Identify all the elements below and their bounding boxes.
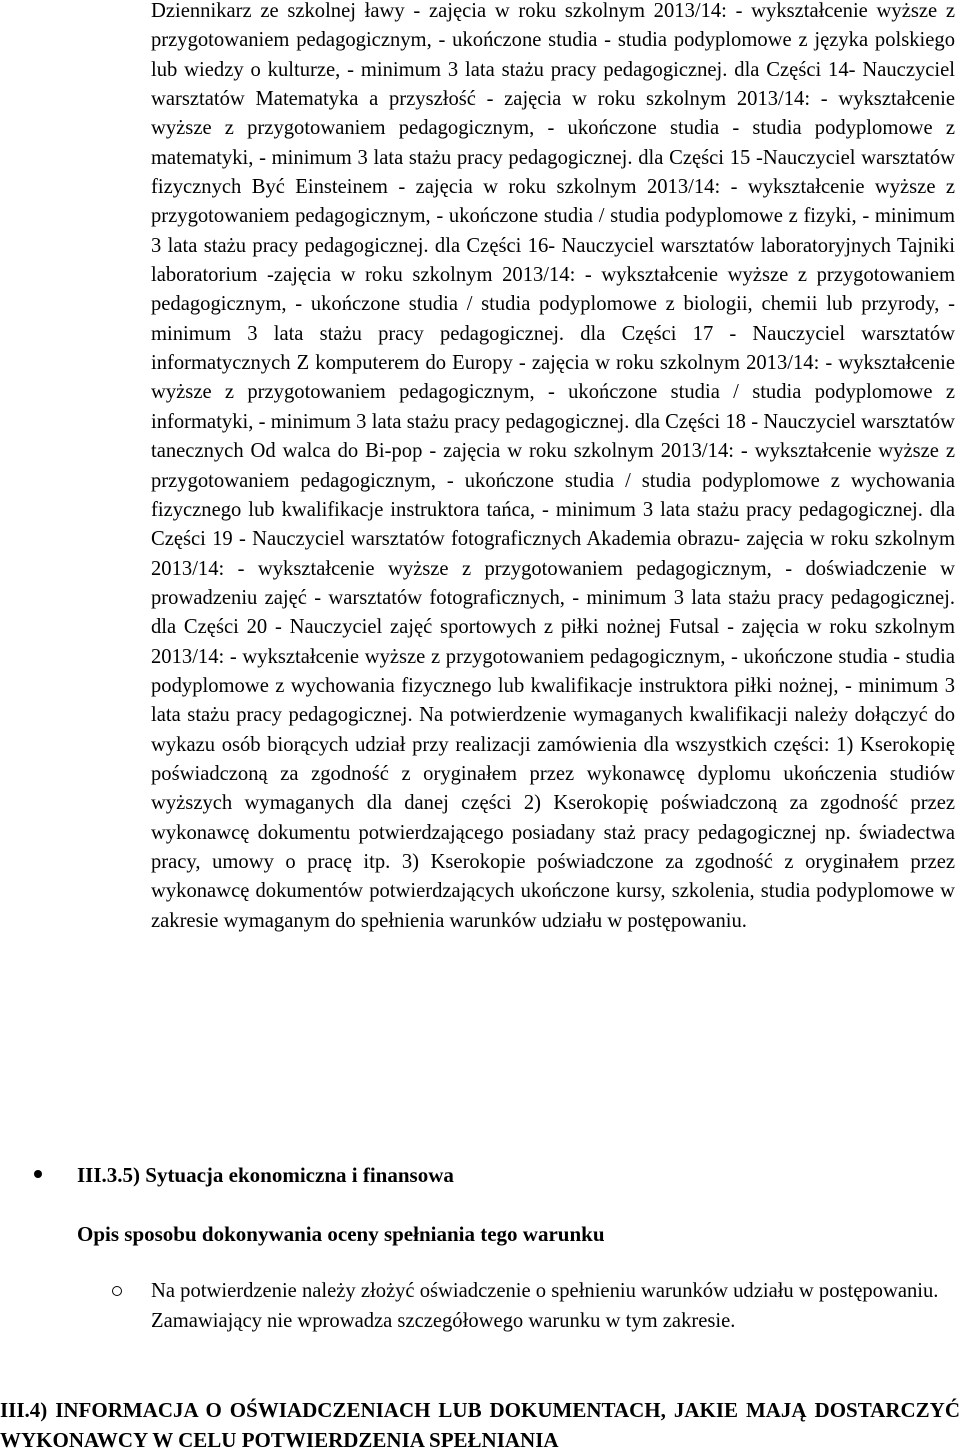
- assessment-method-subheading: Opis sposobu dokonywania oceny spełniania tego warunku: [77, 1222, 605, 1246]
- filled-bullet-icon: [34, 1170, 42, 1178]
- qualification-requirements-paragraph: Dziennikarz ze szkolnej ławy - zajęcia w roku szkolnym 2013/14: - wykształcenie wyższe z przygotowaniem pedagogicznym, - ukończone studia - studia podyplomowe z języka polskiego lub wiedzy o kulturze, - minimum 3 lata stażu pracy pedagogicznej. dla Części 14- Nauczyciel warsztatów Matematyka a przyszłość - zajęcia w roku szkolnym 2013/14: - wykształcenie wyższe z przygotowaniem pedagogicznym, - ukończone studia - studia podyplomowe z matematyki, - minimum 3 lata stażu pracy pedagogicznej. dla Części 15 -Nauczyciel warsztatów fizycznych Być Einsteinem - zajęcia w roku szkolnym 2013/14: - wykształcenie wyższe z przygotowaniem pedagogicznym, - ukończone studia / studia podyplomowe z fizyki, - minimum 3 lata stażu pracy pedagogicznej. dla Części 16- Nauczyciel warsztatów laboratoryjnych Tajniki laboratorium -zajęcia w roku szkolnym 2013/14: - wykształcenie wyższe z przygotowaniem pedagogicznym, - ukończone studia / studia podyplomowe z biologii, chemii lub przyrody, - minimum 3 lata stażu pracy pedagogicznej. dla Części 17 - Nauczyciel warsztatów informatycznych Z komputerem do Europy - zajęcia w roku szkolnym 2013/14: - wykształcenie wyższe z przygotowaniem pedagogicznym, - ukończone studia / studia podyplomowe z informatyki, - minimum 3 lata stażu pracy pedagogicznej. dla Części 18 - Nauczyciel warsztatów tanecznych Od walca do Bi-pop - zajęcia w roku szkolnym 2013/14: - wykształcenie wyższe z przygotowaniem pedagogicznym, - ukończone studia / studia podyplomowe z wychowania fizycznego lub kwalifikacje instruktora tańca, - minimum 3 lata stażu pracy pedagogicznej. dla Części 19 - Nauczyciel warsztatów fotograficznych Akademia obrazu- zajęcia w roku szkolnym 2013/14: - wykształcenie wyższe z przygotowaniem pedagogicznym, - doświadczenie w prowadzeniu zajęć - warsztatów fotograficznych, - minimum 3 lata stażu pracy pedagogicznej. dla Części 20 - Nauczyciel zajęć sportowych z piłki nożnej Futsal - zajęcia w roku szkolnym 2013/14: - wykształcenie wyższe z przygotowaniem pedagogicznym, - ukończone studia - studia podyplomowe z wychowania fizycznego lub kwalifikacje instruktora piłki nożnej, - minimum 3 lata stażu pracy pedagogicznej. Na potwierdzenie wymaganych kwalifikacji należy dołączyć do wykazu osób biorących udział przy realizacji zamówienia dla wszystkich części: 1) Kserokopię poświadczoną za zgodność z oryginałem przez wykonawcę dyplomu ukończenia studiów wyższych wymaganych dla danej części 2) Kserokopię poświadczoną za zgodność przez wykonawcę dokumentu potwierdzającego posiadany staż pracy pedagogicznej np. świadectwa pracy, umowy o pracę itp. 3) Kserokopie poświadczone za zgodność z oryginałem przez wykonawcę dokumentów potwierdzających ukończone kursy, szkolenia, studia podyplomowe w zakresie wymaganym do spełnienia warunków udziału w postępowaniu.: [151, 0, 955, 932]
- hollow-circle-bullet-icon: [112, 1286, 122, 1296]
- list-item-text: Na potwierdzenie należy złożyć oświadczenie o spełnieniu warunków udziału w postępowaniu. Zamawiający nie wprowadza szczegółowego warunku w tym zakresie.: [151, 1280, 939, 1332]
- section-heading: III.3.5) Sytuacja ekonomiczna i finansowa: [77, 1163, 454, 1187]
- information-section-heading: III.4) INFORMACJA O OŚWIADCZENIACH LUB DOKUMENTACH, JAKIE MAJĄ DOSTARCZYĆ WYKONAWCY W CELU POTWIERDZENIA SPEŁNIANIA: [0, 1398, 960, 1452]
